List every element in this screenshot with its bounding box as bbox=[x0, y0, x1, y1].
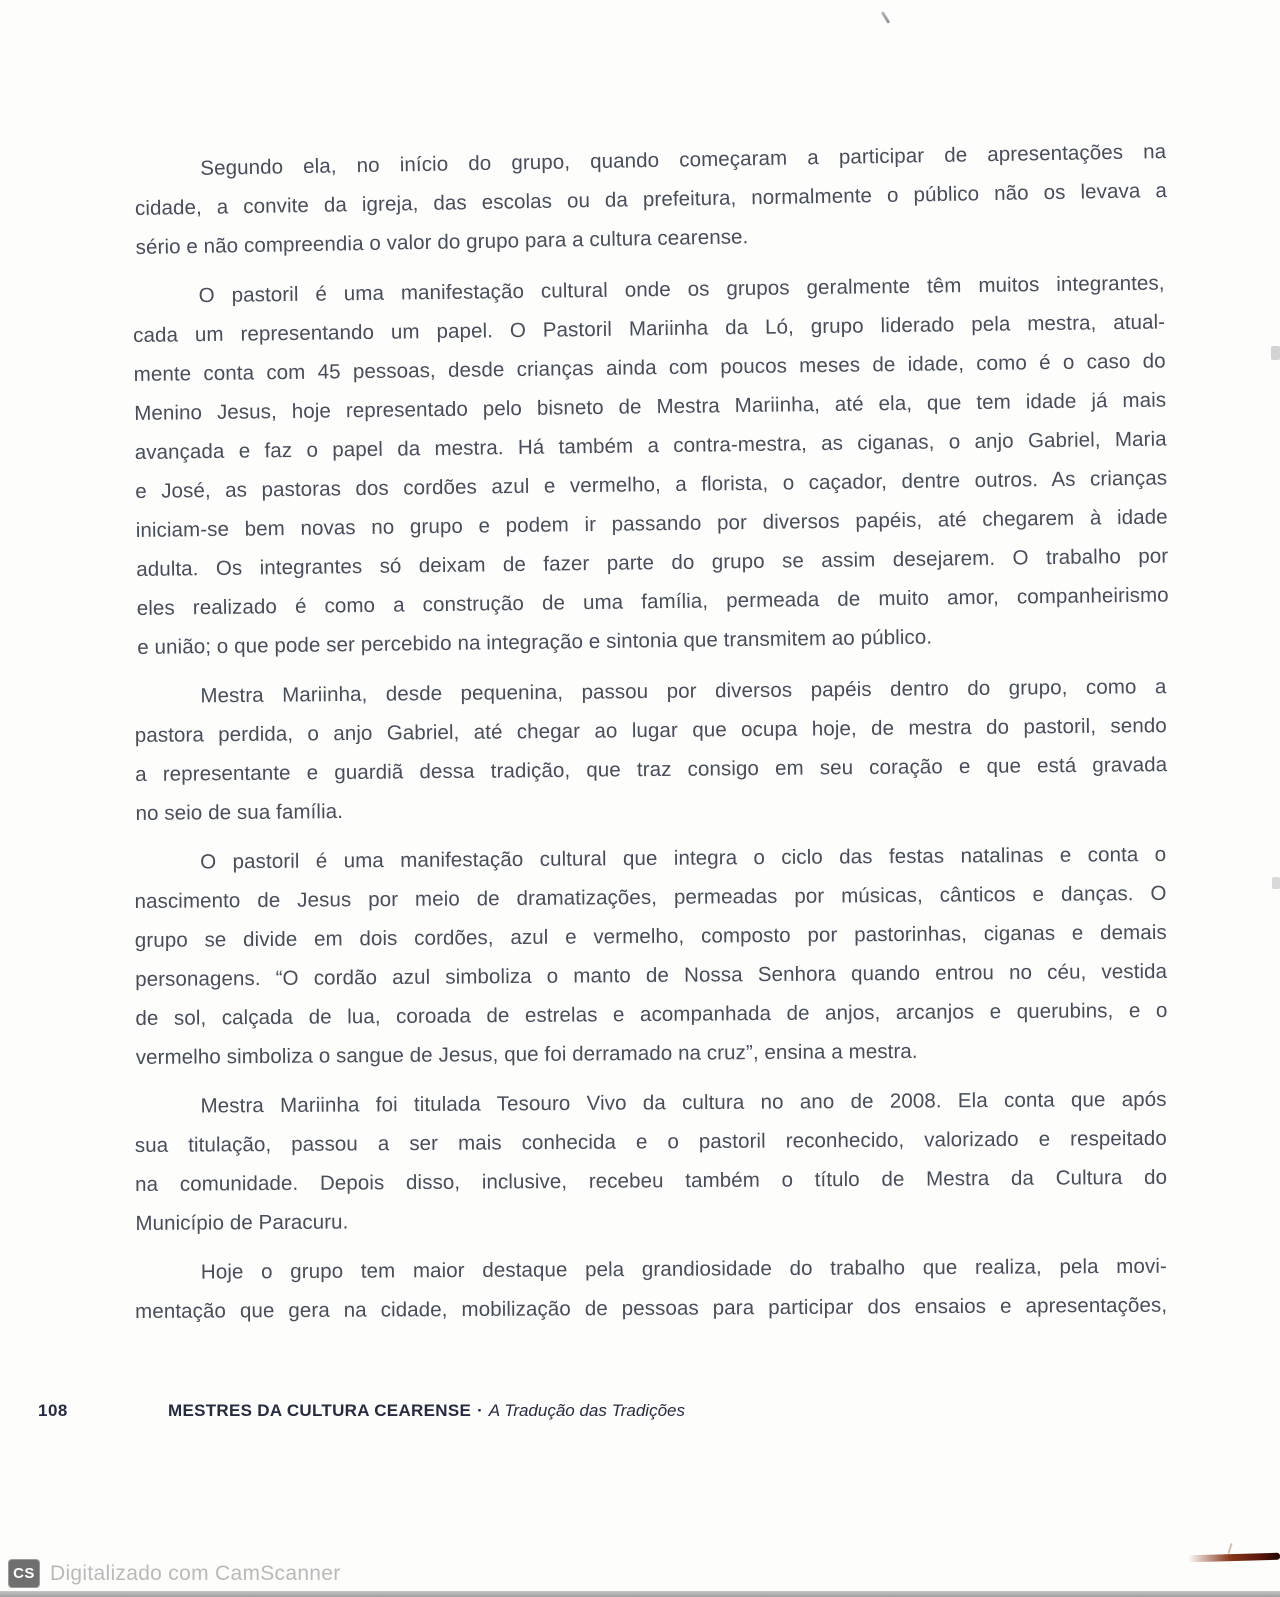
running-title bbox=[168, 1401, 685, 1421]
text-line: mente conta com 45 pessoas, desde crianças ainda com poucos meses de idade, como é o caso do bbox=[133, 349, 1166, 387]
text-line: eles realizado é como a construção de uma família, permeada de muito amor, companheirismo bbox=[136, 583, 1169, 620]
scan-artifact-edge-dash bbox=[1271, 346, 1280, 360]
text-line: e José, as pastoras dos cordões azul e vermelho, a florista, o caçador, dentre outros. As crianças bbox=[135, 466, 1168, 503]
footer-separator: · bbox=[477, 1401, 483, 1420]
paragraph bbox=[134, 667, 1167, 833]
scan-artifact-hairline bbox=[1227, 1543, 1232, 1554]
text-line: no seio de sua família. bbox=[135, 800, 344, 825]
text-line: vermelho simboliza o sangue de Jesus, que foi derramado na cruz”, ensina a mestra. bbox=[135, 1039, 918, 1069]
text-line: adulta. Os integrantes só deixam de fazer parte do grupo se assim desejarem. O trabalho por bbox=[136, 544, 1169, 581]
text-line: sua titulação, passou a ser mais conhecida e o pastoril reconhecido, valorizado e respeitado bbox=[134, 1126, 1167, 1158]
camscanner-caption: Digitalizado com CamScanner bbox=[50, 1561, 341, 1585]
text-line: O pastoril é uma manifestação cultural que integra o ciclo das festas natalinas e conta o bbox=[200, 842, 1167, 874]
camscanner-badge: CS bbox=[8, 1559, 40, 1588]
paragraph bbox=[135, 1247, 1167, 1331]
text-line: na comunidade. Depois disso, inclusive, recebeu também o título de Mestra da Cultura do bbox=[135, 1165, 1168, 1196]
scan-bottom-bar bbox=[0, 1591, 1280, 1597]
text-line: mentação que gera na cidade, mobilização de pessoas para participar dos ensaios e apresentações, bbox=[135, 1293, 1168, 1323]
text-line: Município de Paracuru. bbox=[135, 1210, 349, 1235]
text-line: de sol, calçada de lua, coroada de estrelas e acompanhada de anjos, arcanjos e querubins, e o bbox=[135, 998, 1168, 1030]
volume-title: A Tradução das Tradições bbox=[488, 1401, 685, 1420]
series-title: MESTRES DA CULTURA CEARENSE bbox=[168, 1401, 472, 1420]
scan-artifact-tick-icon bbox=[881, 11, 890, 24]
scan-artifact-streak bbox=[1188, 1553, 1280, 1563]
text-line: a representante e guardiã dessa tradição, que traz consigo em seu coração e que está gravada bbox=[135, 753, 1168, 786]
camscanner-watermark bbox=[8, 1559, 341, 1588]
camscanner-logo-icon bbox=[8, 1559, 40, 1588]
text-line: avançada e faz o papel da mestra. Há também a contra-mestra, as ciganas, o anjo Gabriel, Maria bbox=[134, 427, 1167, 465]
page-body-text bbox=[133, 139, 1169, 1341]
paragraph bbox=[134, 835, 1168, 1077]
paragraph bbox=[134, 132, 1168, 267]
text-line: sério e não compreendia o valor do grupo para a cultura cearense. bbox=[135, 225, 749, 259]
paragraph bbox=[132, 264, 1169, 667]
text-line: grupo se divide em dois cordões, azul e vermelho, composto por pastorinhas, ciganas e demais bbox=[134, 920, 1167, 953]
paragraph bbox=[134, 1080, 1167, 1243]
text-line: e união; o que pode ser percebido na integração e sintonia que transmitem ao público. bbox=[137, 625, 933, 659]
text-line: nascimento de Jesus por meio de dramatizações, permeadas por músicas, cânticos e danças. O bbox=[134, 881, 1167, 914]
text-line: Mestra Mariinha, desde pequenina, passou por diversos papéis dentro do grupo, como a bbox=[200, 675, 1167, 708]
text-line: cidade, a convite da igreja, das escolas ou da prefeitura, normalmente o público não os levava a bbox=[134, 178, 1168, 220]
text-line: Mestra Mariinha foi titulada Tesouro Vivo da cultura no ano de 2008. Ela conta que após bbox=[200, 1087, 1167, 1118]
text-line: personagens. “O cordão azul simboliza o manto de Nossa Senhora quando entrou no céu, vestida bbox=[135, 959, 1168, 991]
text-line: Segundo ela, no início do grupo, quando começaram a participar de apresentações na bbox=[200, 139, 1167, 180]
text-line: iniciam-se bem novas no grupo e podem ir passando por diversos papéis, até chegarem à idade bbox=[135, 505, 1168, 542]
scan-artifact-edge-dash bbox=[1272, 877, 1280, 889]
text-line: Hoje o grupo tem maior destaque pela grandiosidade do trabalho que realiza, pela movi- bbox=[200, 1254, 1167, 1284]
text-line: Menino Jesus, hoje representado pelo bisneto de Mestra Mariinha, até ela, que tem idade já mais bbox=[134, 388, 1167, 426]
page-number: 108 bbox=[38, 1401, 68, 1420]
text-line: pastora perdida, o anjo Gabriel, até chegar ao lugar que ocupa hoje, de mestra do pastoril, sendo bbox=[134, 714, 1167, 748]
text-line: cada um representando um papel. O Pastoril Mariinha da Ló, grupo liderado pela mestra, atual- bbox=[133, 310, 1166, 348]
text-line: O pastoril é uma manifestação cultural onde os grupos geralmente têm muitos integrantes, bbox=[198, 271, 1165, 308]
